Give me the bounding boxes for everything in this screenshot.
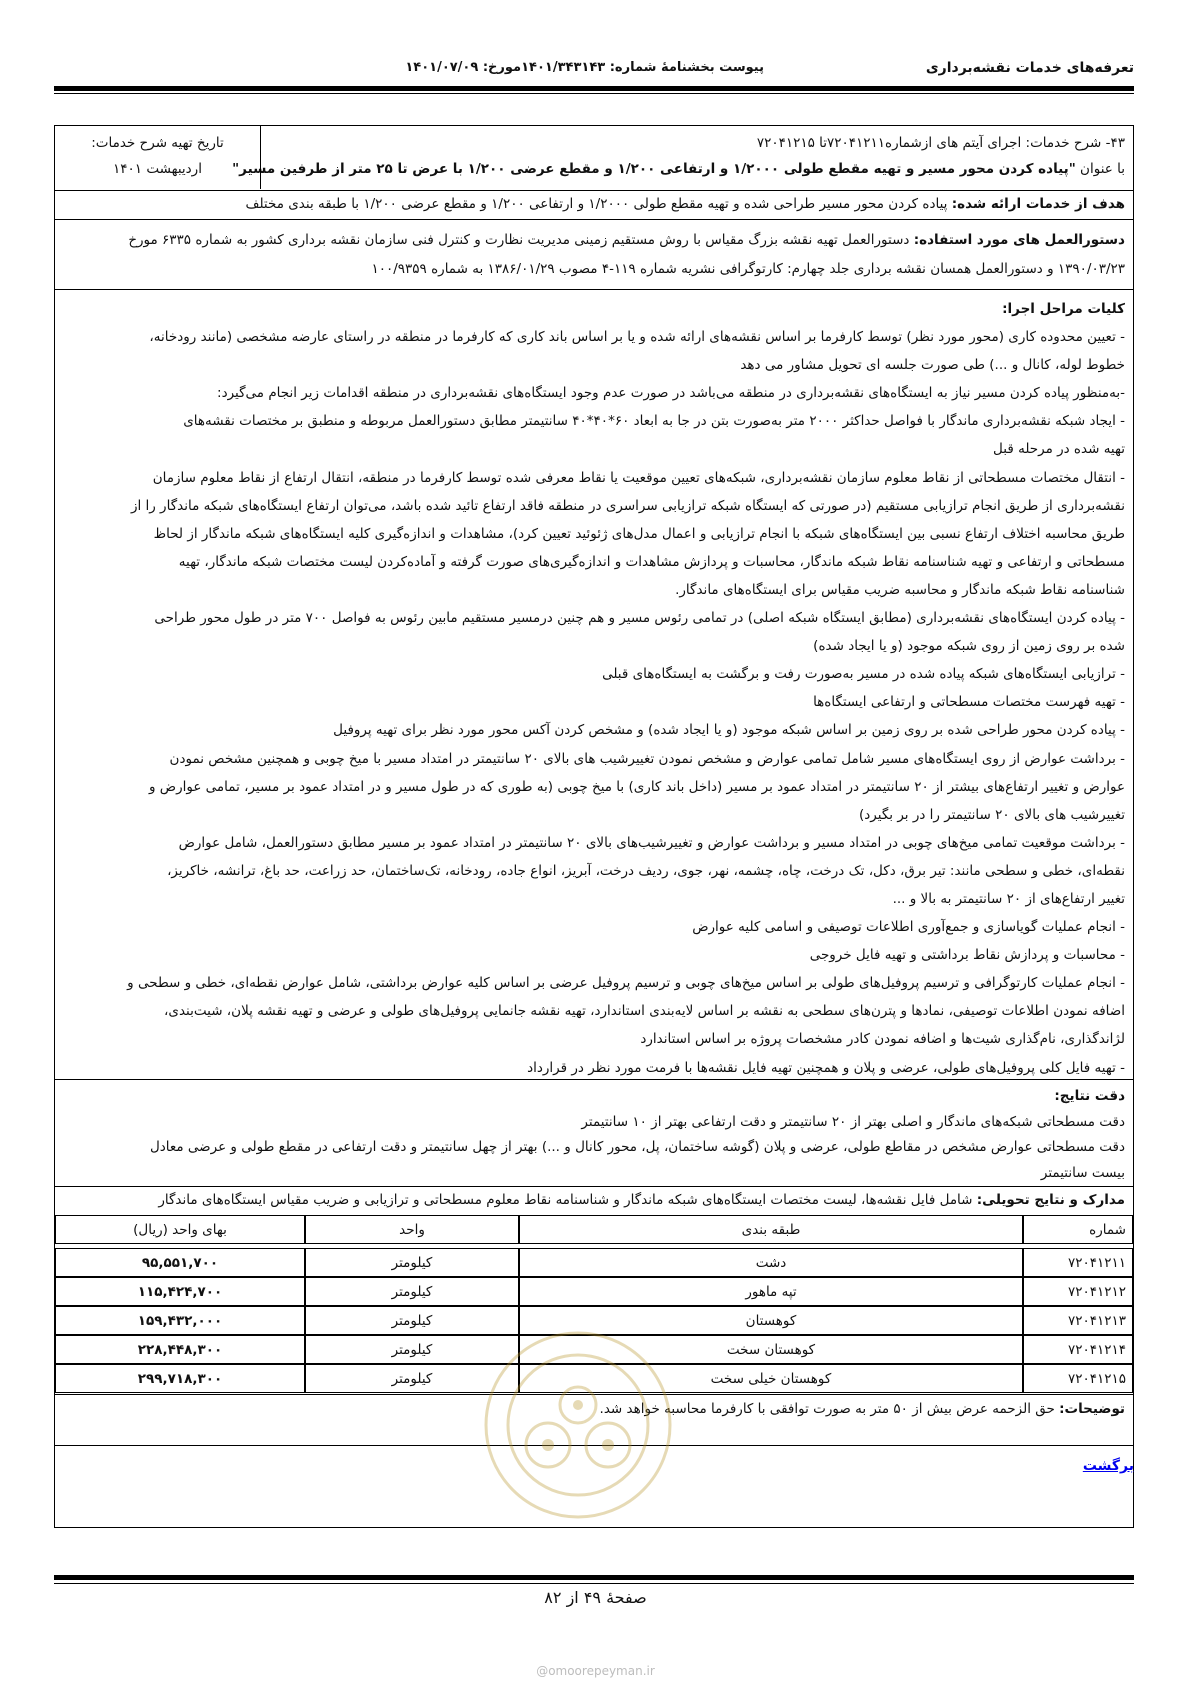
seal-logo	[478, 1325, 678, 1525]
table-row	[55, 1277, 1133, 1306]
steps-heading: کلیات مراحل اجرا:	[1002, 301, 1125, 317]
page-number: صفحهٔ ۴۹ از ۸۲	[544, 1588, 647, 1607]
steps-box	[55, 290, 1133, 1080]
steps-line: طریق محاسبه اختلاف ارتفاع نسبی بین ایستگاه‌های شبکه با انجام ترازیابی و اعمال مدل‌های ژئوئید تعیین کرد)، مشاهدات و اندازه‌گیری کلیه ایستگاه‌های شبکه ماندگار از لحاظ	[153, 525, 1125, 542]
footer-rule-thin	[54, 1583, 1134, 1584]
steps-line: - پیاده کردن ایستگاه‌های نقشه‌برداری (مطابق ایستگاه شبکه اصلی) در تمامی رئوس مسیر و هم چنین درمسیر مستقیم مابین رئوس به فواصل ۷۰۰ متر در طول محور طراحی	[154, 610, 1125, 627]
steps-line: مسطحاتی و ارتفاعی و تهیه شناسنامه نقاط شبکه ماندگار، محاسبات و پردازش مشاهدات و اندازه‌گیری‌های صورت گرفته و آماده‌کردن لیست مختصات شبکه ماندگار، تهیه	[178, 553, 1125, 570]
instructions-box	[55, 220, 1133, 290]
cell-price: ۹۵,۵۵۱,۷۰۰	[55, 1248, 305, 1277]
table-header-row	[55, 1216, 1133, 1244]
steps-line: اضافه نمودن اطلاعات توصیفی، نمادها و پترن‌های سطحی به نقشه بر اساس لایه‌بندی استاندارد، تهیه نقشه جانمایی پروفیل‌های طولی و عرضی و تهیه نقشه پلان، شیت‌بندی،	[164, 1003, 1125, 1020]
steps-line: تهیه شده در مرحله قبل	[993, 441, 1125, 458]
steps-line: - انجام عملیات کارتوگرافی و ترسیم پروفیل‌های طولی بر اساس میخ‌های چوبی و ترسیم پروفیل عرضی بر اساس کلیه عوارض برداشتی، شامل عوارض نقطه‌ای، خطی و سطحی و	[127, 975, 1125, 992]
steps-line: نقشه‌برداری از طریق انجام ترازیابی مستقیم (در صورتی که ایستگاه شبکه ترازیابی سراسری در منطقه فاقد ارتفاع تائید شده باشد، می‌توان ارتفاع ایستگاه‌های شبکه ماندگار را از	[130, 497, 1125, 514]
steps-line: عوارض و تغییر ارتفاع‌های بیشتر از ۲۰ سانتیمتر در امتداد عمود بر مسیر (داخل باند کاری) با میخ چوبی (به طوری که در طول مسیر و در امتداد عمود بر مسیر، تمامی عوارض و	[148, 778, 1125, 795]
service-description-line: ۴۳- شرح خدمات: اجرای آیتم های ازشماره۷۲۰۴۱۲۱۱تا ۷۲۰۴۱۲۱۵	[756, 135, 1125, 151]
steps-line: خطوط لوله، کانال و ...) طی صورت جلسه ای تحویل مشاور می دهد	[740, 357, 1125, 374]
steps-line: شده بر روی زمین از روی شبکه موجود (و یا ایجاد شده)	[813, 638, 1125, 655]
service-frame	[54, 125, 1134, 1528]
service-description	[232, 130, 1125, 182]
steps-line: - تهیه فایل کلی پروفیل‌های طولی، عرضی و پلان و همچنین تهیه فایل نقشه‌ها با فرمت مورد نظر در قرارداد	[527, 1059, 1125, 1076]
cell-price: ۲۲۸,۴۴۸,۳۰۰	[55, 1335, 305, 1364]
cell-unit: کیلومتر	[305, 1335, 519, 1364]
cell-unit: کیلومتر	[305, 1277, 519, 1306]
instructions-line-2: ۱۳۹۰/۰۳/۲۳ و دستورالعمل همسان نقشه برداری جلد چهارم: کارتوگرافی نشریه شماره ۱۱۹-۴ مصوب ۱۳۸۶/۰۱/۲۹ به شماره ۱۰۰/۹۳۵۹	[371, 261, 1125, 277]
service-title-prefix: با عنوان	[1075, 161, 1125, 177]
accuracy-label	[63, 1084, 1125, 1110]
steps-line: تغییرشیب های بالای ۲۰ سانتیمتر را در بر بگیرد)	[859, 806, 1125, 823]
cell-class: کوهستان سخت	[519, 1335, 1023, 1364]
cell-class: تپه ماهور	[519, 1277, 1023, 1306]
steps-line: - انتقال مختصات مسطحاتی از نقاط معلوم سازمان نقشه‌برداری، شبکه‌های تعیین موقعیت یا نقاط معرفی شده توسط کارفرما در منطقه، انتقال ارتفاع از نقاط معلوم سازمان	[152, 469, 1125, 486]
date-label: تاریخ تهیه شرح خدمات:	[91, 135, 224, 151]
steps-line: - برداشت موقعیت تمامی میخ‌های چوبی در امتداد مسیر و برداشت عوارض و تغییرشیب‌های بالای ۲۰ سانتیمتر در امتداد عمود بر مسیر مطابق دستورالعمل، شامل عوارض	[178, 834, 1125, 851]
steps-line: - تعیین محدوده کاری (محور مورد نظر) توسط کارفرما بر اساس نقشه‌های ارائه شده و یا بر اساس باند کاری که کارفرما در منطقه در راستای عارضه مشخصی (مانند رودخانه،	[149, 329, 1125, 346]
steps-line: - محاسبات و پردازش نقاط برداشتی و تهیه فایل خروجی	[809, 947, 1125, 964]
steps-line: - ترازیابی ایستگاه‌های شبکه پیاده شده در مسیر به‌صورت رفت و برگشت به ایستگاه‌های قبلی	[602, 666, 1125, 683]
goal-text: پیاده کردن محور مسیر طراحی شده و تهیه مقطع طولی ۱/۲۰۰۰ و ارتفاعی ۱/۲۰۰ و مقطع عرضی ۱/۲۰۰ با طبقه بندی مختلف	[245, 196, 952, 212]
cell-class: دشت	[519, 1248, 1023, 1277]
header-number: شماره	[1023, 1216, 1133, 1244]
steps-line: - پیاده کردن محور طراحی شده بر روی زمین بر اساس شبکه موجود (و یا ایجاد شده) و مشخص کردن آکس محور مورد نظر برای تهیه پروفیل	[333, 722, 1125, 739]
cell-unit: کیلومتر	[305, 1248, 519, 1277]
goal-line	[63, 191, 1125, 219]
goal-label: هدف از خدمات ارائه شده:	[951, 196, 1125, 212]
goal-box	[55, 191, 1133, 220]
steps-line: نقطه‌ای، خطی و سطحی مانند: تیر برق، دکل، تک درخت، چاه، چشمه، نهر، جوی، ردیف درخت، آبریز، انواع جاده، رودخانه، تک‌ساختمان، حد زراعت، حد باغ، ترانشه، خاکریز،	[167, 862, 1125, 879]
instructions-text-1: دستورالعمل تهیه نقشه بزرگ مقیاس با روش مستقیم زمینی مدیریت نظارت و کنترل فنی سازمان نقشه برداری کشور به شماره ۶۳۳۵ مورخ	[128, 232, 914, 248]
date-cell	[55, 126, 261, 189]
deliverables-text: شامل فایل نقشه‌ها، لیست مختصات ایستگاه‌های شبکه ماندگار و شناسنامه نقاط معلوم مسطحاتی و ترازیابی و ضریب مقیاس ایستگاه‌های ماندگار	[158, 1192, 977, 1208]
back-link[interactable]: برگشت	[1082, 1458, 1134, 1474]
cell-price: ۲۹۹,۷۱۸,۳۰۰	[55, 1364, 305, 1393]
cell-unit: کیلومتر	[305, 1306, 519, 1335]
cell-price: ۱۱۵,۴۲۴,۷۰۰	[55, 1277, 305, 1306]
header-title: تعرفه‌های خدمات نقشه‌برداری	[925, 60, 1134, 76]
accuracy-line: دقت مسطحاتی شبکه‌های ماندگار و اصلی بهتر از ۲۰ سانتیمتر و دقت ارتفاعی بهتر از ۱۰ سانتیمتر	[581, 1113, 1125, 1130]
service-title: "پیاده کردن محور مسیر و تهیه مقطع طولی ۱/۲۰۰۰ و ارتفاعی ۱/۲۰۰ و مقطع عرضی ۱/۲۰۰ با عرض تا ۲۵ متر از طرفین مسیر"	[232, 161, 1076, 177]
cell-number: ۷۲۰۴۱۲۱۲	[1023, 1277, 1133, 1306]
steps-line: - ایجاد شبکه نقشه‌برداری ماندگار با فواصل حداکثر ۲۰۰۰ متر به‌صورت بتن در جا به ابعاد ۶۰*۴۰*۴۰ سانتیمتر مطابق دستورالعمل مربوطه و منطبق بر مختصات نقشه‌های	[183, 413, 1125, 430]
deliverables-label: مدارک و نتایج تحویلی:	[976, 1192, 1125, 1208]
steps-line: - برداشت عوارض از روی ایستگاه‌های مسیر شامل تمامی عوارض و مشخص نمودن تغییرشیب های بالای ۲۰ سانتیمتر در امتداد مسیر با میخ چوبی و همچنین مشخص نمودن	[169, 750, 1125, 767]
header-price: بهای واحد (ریال)	[55, 1216, 305, 1244]
header-unit: واحد	[305, 1216, 519, 1244]
header-rule-thick	[54, 86, 1134, 91]
date-value: اردیبهشت ۱۴۰۱	[113, 161, 202, 177]
cell-class: کوهستان خیلی سخت	[519, 1364, 1023, 1393]
notes-text: حق الزحمه عرض بیش از ۵۰ متر به صورت توافقی با کارفرما محاسبه خواهد شد.	[599, 1401, 1060, 1417]
table-row	[55, 1248, 1133, 1277]
steps-line: شناسنامه نقاط شبکه ماندگار و محاسبه ضریب مقیاس برای ایستگاه‌های ماندگار.	[675, 581, 1125, 598]
header-rule-thin	[54, 93, 1134, 94]
service-title-line	[232, 156, 1125, 182]
cell-number: ۷۲۰۴۱۲۱۵	[1023, 1364, 1133, 1393]
deliverables-box	[55, 1187, 1133, 1216]
cell-number: ۷۲۰۴۱۲۱۱	[1023, 1248, 1133, 1277]
page-header	[54, 52, 1134, 82]
instructions-line-1	[63, 226, 1125, 255]
steps-line: -به‌منظور پیاده کردن مسیر نیاز به ایستگاه‌های نقشه‌برداری در منطقه می‌باشد در صورت عدم وجود ایستگاه‌های نقشه‌برداری در منطقه اقدامات زیر انجام می‌گیرد:	[217, 385, 1125, 402]
cell-number: ۷۲۰۴۱۲۱۴	[1023, 1335, 1133, 1364]
steps-line: تغییر ارتفاع‌های از ۲۰ سانتیمتر به بالا و ...	[892, 890, 1125, 907]
accuracy-line: دقت مسطحاتی عوارض مشخص در مقاطع طولی، عرضی و پلان (گوشه ساختمان، پل، محور کانال و ...) بهتر از چهل سانتیمتر و دقت ارتفاعی در مقطع طولی و عرضی معادل	[149, 1139, 1125, 1155]
cell-number: ۷۲۰۴۱۲۱۳	[1023, 1306, 1133, 1335]
cell-class: کوهستان	[519, 1306, 1023, 1335]
header-class: طبقه بندی	[519, 1216, 1023, 1244]
deliverables-line	[63, 1187, 1125, 1215]
cell-price: ۱۵۹,۴۳۲,۰۰۰	[55, 1306, 305, 1335]
accuracy-heading: دقت نتایج:	[1054, 1088, 1125, 1104]
footer-rule-thick	[54, 1575, 1134, 1580]
steps-line: لژاندگذاری، نام‌گذاری شیت‌ها و اضافه نمودن کادر مشخصات پروژه بر اساس استاندارد	[640, 1031, 1125, 1048]
accuracy-box	[55, 1080, 1133, 1187]
steps-line: - تهیه فهرست مختصات مسطحاتی و ارتفاعی ایستگاه‌ها	[813, 694, 1125, 711]
steps-label	[63, 295, 1125, 323]
header-attachment: پیوست بخشنامهٔ شماره: ۱۴۰۱/۳۴۳۱۴۳مورخ: ۱۴۰۱/۰۷/۰۹	[405, 60, 764, 75]
steps-line: - انجام عملیات گویاسازی و جمع‌آوری اطلاعات توصیفی و اسامی کلیه عوارض	[692, 919, 1125, 936]
cell-unit: کیلومتر	[305, 1364, 519, 1393]
watermark-text: @omoorepeyman.ir	[536, 1664, 655, 1678]
service-title-box	[55, 126, 1133, 191]
instructions-label: دستورالعمل های مورد استفاده:	[913, 232, 1125, 248]
accuracy-line: بیست سانتیمتر	[1040, 1164, 1125, 1181]
notes-label: توضیحات:	[1059, 1401, 1125, 1417]
